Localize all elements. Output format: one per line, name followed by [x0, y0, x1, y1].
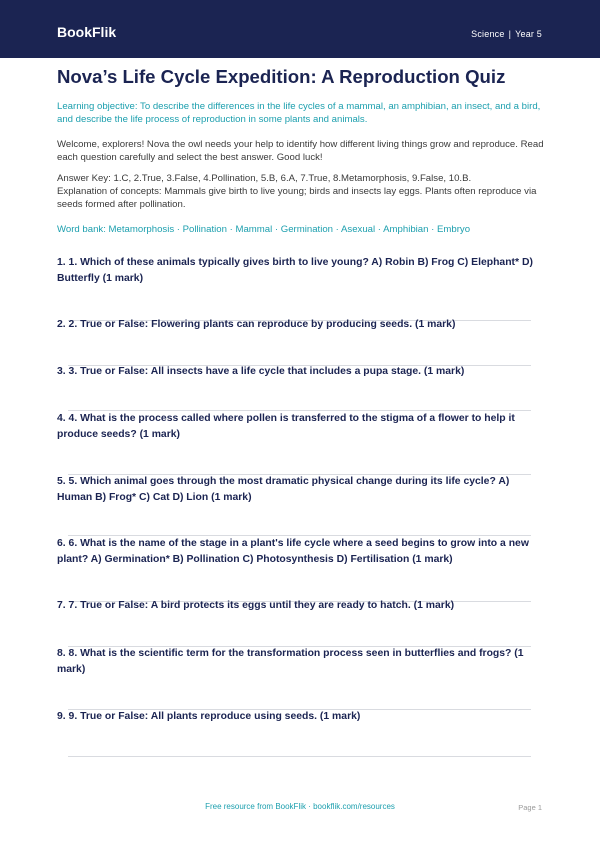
answer-key-answers: Answer Key: 1.C, 2.True, 3.False, 4.Pollination, 5.B, 6.A, 7.True, 8.Metamorphosis, 9.False, 10.B.	[57, 173, 472, 184]
page-header	[0, 0, 600, 58]
word-bank: Word bank: Metamorphosis · Pollination · Mammal · Germination · Asexual · Amphibian · Embryo	[57, 224, 471, 235]
intro-text: Welcome, explorers! Nova the owl needs your help to identify how different living things grow and reproduce. Read each question carefully and select the best answer. Good luck!	[57, 139, 544, 163]
learning-objective: Learning objective: To describe the differences in the life cycles of a mammal, an amphibian, an insect, and a bird, and describe the life process of reproduction in some plants and animals.	[57, 101, 541, 125]
answer-line-10	[68, 756, 531, 757]
answer-key-explanation: Explanation of concepts: Mammals give birth to live young; birds and insects lay eggs. Plants often reproduce via seeds formed after pollination.	[57, 186, 537, 210]
question-3: 3. 3. True or False: All insects have a life cycle that includes a pupa stage. (1 mark)	[57, 366, 465, 377]
question-1: 1. 1. Which of these animals typically gives birth to live young? A) Robin B) Frog C) Elephant* D) Butterfly (1 mark)	[57, 257, 533, 284]
year-label: Year 5	[515, 29, 542, 39]
question-8: 8. 8. What is the scientific term for the transformation process seen in butterflies and frogs? (1 mark)	[57, 648, 524, 675]
question-2: 2. 2. True or False: Flowering plants can reproduce by producing seeds. (1 mark)	[57, 319, 456, 330]
question-7: 7. 7. True or False: A bird protects its eggs until they are ready to hatch. (1 mark)	[57, 600, 455, 611]
subject-label: Science	[471, 29, 505, 39]
question-6: 6. 6. What is the name of the stage in a plant's life cycle where a seed begins to grow into a new plant? A) Germination* B) Pollination C) Photosynthesis D) Fertilisation (1 mark)	[57, 538, 529, 565]
brand-logo-text: BookFlik	[57, 24, 117, 40]
question-4: 4. 4. What is the process called where pollen is transferred to the stigma of a flower to help it produce seeds? (1 mark)	[57, 413, 515, 440]
footer-credit: Free resource from BookFlik · bookflik.com/resources	[205, 802, 395, 811]
subject-year-label	[471, 29, 542, 39]
separator: |	[508, 29, 512, 39]
question-5: 5. 5. Which animal goes through the most dramatic physical change during its life cycle? A) Human B) Frog* C) Cat D) Lion (1 mark)	[57, 476, 510, 503]
answer-key	[57, 172, 547, 211]
question-9: 9. 9. True or False: All plants reproduce using seeds. (1 mark)	[57, 711, 361, 722]
worksheet-title: Nova’s Life Cycle Expedition: A Reproduction Quiz	[57, 66, 506, 87]
page-number: Page 1	[518, 803, 542, 812]
